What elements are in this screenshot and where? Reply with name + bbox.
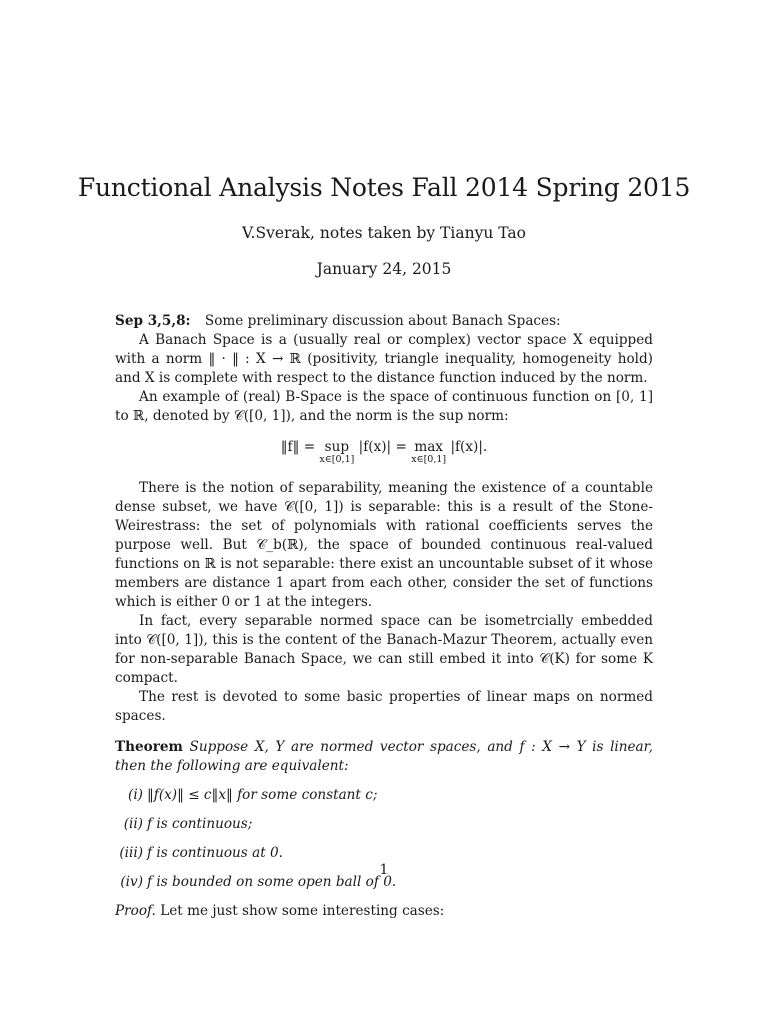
condition-text: ‖f(x)‖ ≤ c‖x‖ for some constant c; [147,787,378,803]
proof-text: Let me just show some interesting cases: [160,903,445,919]
sup-label: sup [324,439,350,455]
max-label: max [414,439,443,455]
condition-text: f is continuous; [147,816,253,832]
proof-label: Proof. [115,903,156,919]
condition-item [115,844,653,863]
paragraph-banach-mazur: In fact, every separable normed space can be isometrcially embedded into 𝒞([0, 1]), this is the content of the Banach-Mazur Theorem, actually even for non-separable Banach Space, we can still embed it into 𝒞(K) for some K compact. [115,613,653,686]
proof-paragraph [115,902,653,921]
date-line: January 24, 2015 [316,260,452,278]
condition-text: f is bounded on some open ball of 0. [147,874,397,890]
equation-lhs: ‖f‖ = [280,439,316,455]
condition-item [115,815,653,834]
condition-item [115,786,653,805]
author-line: V.Sverak, notes taken by Tianyu Tao [242,224,526,242]
condition-text: f is continuous at 0. [147,845,283,861]
paragraph-banach-definition: A Banach Space is a (usually real or complex) vector space X equipped with a norm ‖ · ‖ : X → ℝ (positivity, triangle inequality, homogeneity hold) and X is complete with respect to the distance function induced by the norm. [115,332,653,386]
sup-subscript: x∈[0,1] [319,454,355,465]
theorem-text: Suppose X, Y are normed vector spaces, and f : X → Y is linear, then the following are equivalent: [115,739,653,774]
paper-title: Functional Analysis Notes Fall 2014 Spring 2015 [77,173,691,202]
max-subscript: x∈[0,1] [411,454,447,465]
equation-middle: |f(x)| = [358,439,407,455]
paragraph-separability: There is the notion of separability, meaning the existence of a countable dense subset, we have 𝒞([0, 1]) is separable: this is a result of the Stone-Weirestrass: the set of polynomials with rational coefficients serves the purpose well. But 𝒞_b(ℝ), the space of bounded continuous real-valued functions on ℝ is not separable: there exist an uncountable subset of it whose members are distance 1 apart from each other, consider the set of functions which is either 0 or 1 at the integers. [115,480,653,610]
condition-label: (ii) [123,816,143,832]
theorem-statement [115,738,653,776]
condition-label: (iv) [120,874,143,890]
sup-operator [319,438,354,465]
paragraph-linear-maps: The rest is devoted to some basic properties of linear maps on normed spaces. [115,689,653,724]
page-number: 1 [379,862,389,878]
equation-rhs: |f(x)|. [450,439,488,455]
section-intro: Some preliminary discussion about Banach Spaces: [204,313,561,329]
condition-label: (i) [128,787,143,803]
theorem-label: Theorem [115,739,183,755]
sup-norm-equation [115,438,653,465]
main-text [115,312,653,921]
paragraph-bspace-example: An example of (real) B-Space is the space of continuous function on [0, 1] to ℝ, denoted by 𝒞([0, 1]), and the norm is the sup norm: [115,389,653,424]
max-operator [411,438,446,465]
section-heading: Sep 3,5,8: [115,313,191,329]
section-intro-paragraph [115,312,653,331]
condition-label: (iii) [119,845,143,861]
